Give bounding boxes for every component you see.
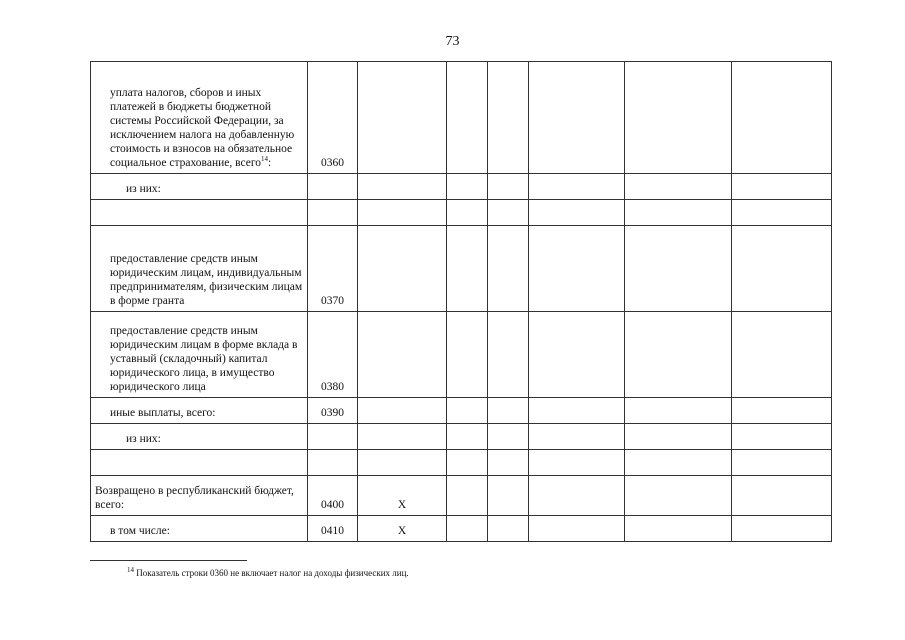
- value-cell: [447, 312, 488, 398]
- row-code: 0380: [308, 312, 358, 398]
- value-cell: [529, 476, 625, 516]
- row-code: [308, 450, 358, 476]
- value-cell: [732, 62, 832, 174]
- value-cell: [625, 174, 732, 200]
- row-code: 0400: [308, 476, 358, 516]
- value-cell: [447, 174, 488, 200]
- row-mark: [358, 398, 447, 424]
- value-cell: [488, 450, 529, 476]
- row-mark: [358, 424, 447, 450]
- footnote-text: Показатель строки 0360 не включает налог на доходы физических лиц.: [136, 568, 409, 578]
- table-row: [91, 476, 832, 516]
- footnote-marker: 14: [127, 566, 134, 574]
- row-code: [308, 174, 358, 200]
- value-cell: [625, 476, 732, 516]
- table-row: [91, 516, 832, 542]
- row-mark: [358, 62, 447, 174]
- row-mark: [358, 312, 447, 398]
- row-code: [308, 424, 358, 450]
- page-number: 73: [445, 34, 460, 49]
- value-cell: [529, 200, 625, 226]
- row-description: уплата налогов, сборов и иных платежей в бюджеты бюджетной системы Российской Федерации, за исключением налога на добавленную стоимость и взносов на обязательное социальное страхование, всего$^{14}$:: [91, 62, 308, 174]
- row-description: иные выплаты, всего:: [91, 398, 308, 424]
- value-cell: [529, 450, 625, 476]
- value-cell: [625, 398, 732, 424]
- row-mark: [358, 226, 447, 312]
- value-cell: [732, 516, 832, 542]
- value-cell: [529, 516, 625, 542]
- row-code: 0390: [308, 398, 358, 424]
- value-cell: [488, 424, 529, 450]
- footnote-ref: 14: [261, 155, 268, 164]
- row-description: [91, 200, 308, 226]
- row-code: [308, 200, 358, 226]
- table-row: [91, 62, 832, 174]
- value-cell: [447, 398, 488, 424]
- value-cell: [447, 200, 488, 226]
- value-cell: [447, 62, 488, 174]
- value-cell: [488, 62, 529, 174]
- value-cell: [625, 62, 732, 174]
- value-cell: [447, 476, 488, 516]
- value-cell: [488, 398, 529, 424]
- value-cell: [447, 424, 488, 450]
- row-mark: [358, 174, 447, 200]
- value-cell: [732, 174, 832, 200]
- row-description: [91, 450, 308, 476]
- row-code: 0410: [308, 516, 358, 542]
- value-cell: [625, 226, 732, 312]
- row-description: предоставление средств иным юридическим лицам в форме вклада в уставный (складочный) капитал юридического лица, в имущество юридического лица: [91, 312, 308, 398]
- table-row: [91, 424, 832, 450]
- table-row: [91, 312, 832, 398]
- row-description: из них:: [91, 174, 308, 200]
- table-row: [91, 398, 832, 424]
- row-mark: X: [358, 516, 447, 542]
- value-cell: [529, 312, 625, 398]
- value-cell: [488, 516, 529, 542]
- value-cell: [732, 476, 832, 516]
- footnote: [127, 568, 409, 578]
- row-mark: [358, 450, 447, 476]
- value-cell: [447, 516, 488, 542]
- value-cell: [529, 226, 625, 312]
- row-description: из них:: [91, 424, 308, 450]
- value-cell: [529, 424, 625, 450]
- row-description: предоставление средств иным юридическим лицам, индивидуальным предпринимателям, физическим лицам в форме гранта: [91, 226, 308, 312]
- value-cell: [488, 200, 529, 226]
- report-table: [90, 61, 832, 542]
- table-row: [91, 200, 832, 226]
- value-cell: [529, 62, 625, 174]
- row-code: 0360: [308, 62, 358, 174]
- row-code: 0370: [308, 226, 358, 312]
- row-mark: [358, 200, 447, 226]
- value-cell: [625, 516, 732, 542]
- table-row: [91, 226, 832, 312]
- value-cell: [625, 424, 732, 450]
- value-cell: [488, 226, 529, 312]
- value-cell: [732, 398, 832, 424]
- value-cell: [447, 450, 488, 476]
- row-description: Возвращено в республиканский бюджет, всего:: [91, 476, 308, 516]
- row-mark: X: [358, 476, 447, 516]
- value-cell: [625, 450, 732, 476]
- value-cell: [625, 200, 732, 226]
- value-cell: [488, 312, 529, 398]
- value-cell: [732, 424, 832, 450]
- value-cell: [529, 174, 625, 200]
- value-cell: [488, 174, 529, 200]
- value-cell: [732, 450, 832, 476]
- value-cell: [529, 398, 625, 424]
- table-row: [91, 450, 832, 476]
- row-description: в том числе:: [91, 516, 308, 542]
- value-cell: [488, 476, 529, 516]
- value-cell: [732, 312, 832, 398]
- value-cell: [732, 200, 832, 226]
- value-cell: [625, 312, 732, 398]
- footnote-divider: [90, 560, 247, 561]
- table-row: [91, 174, 832, 200]
- value-cell: [732, 226, 832, 312]
- value-cell: [447, 226, 488, 312]
